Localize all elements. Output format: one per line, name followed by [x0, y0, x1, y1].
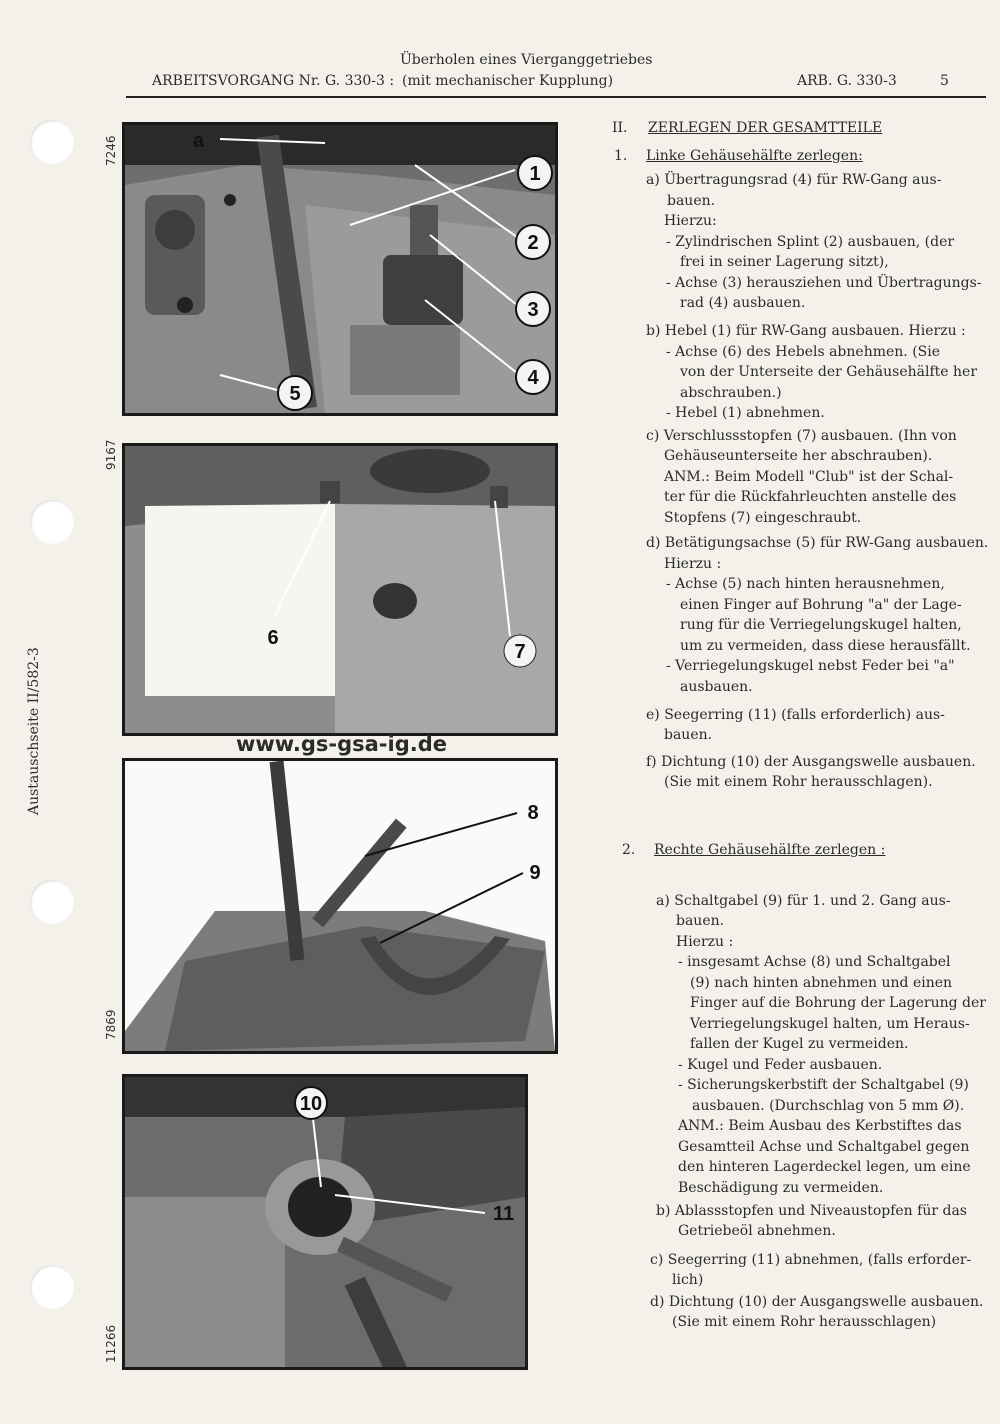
section-title: ZERLEGEN DER GESAMTTEILE: [648, 120, 883, 136]
binder-hole: [30, 880, 74, 924]
text-line: einen Finger auf Bohrung "a" der Lage-: [680, 597, 962, 613]
photo-1: [122, 122, 558, 416]
callout-badge: [518, 156, 552, 190]
text-line: c) Verschlussstopfen (7) ausbauen. (Ihn von: [646, 428, 957, 444]
callout-9: 9: [529, 862, 541, 884]
text-line: - Verriegelungskugel nebst Feder bei "a": [666, 658, 955, 674]
text-line: ausbauen. (Durchschlag von 5 mm Ø).: [692, 1098, 965, 1114]
header-right-label: ARB. G. 330-3: [797, 73, 897, 89]
text-line: e) Seegerring (11) (falls erforderlich) aus-: [646, 707, 945, 723]
step2-title: Rechte Gehäusehälfte zerlegen :: [654, 842, 886, 858]
text-line: Hierzu :: [676, 934, 734, 950]
svg-text:2: 2: [527, 232, 539, 254]
callout-a: a: [193, 130, 205, 152]
text-line: lich): [672, 1272, 704, 1288]
callout-badge: [516, 360, 550, 394]
photo-id: 9167: [104, 439, 118, 470]
text-line: von der Unterseite der Gehäusehälfte her: [680, 364, 978, 380]
text-line: a) Übertragungsrad (4) für RW-Gang aus-: [646, 172, 942, 188]
text-line: b) Ablassstopfen und Niveaustopfen für das: [656, 1203, 967, 1219]
text-line: Stopfens (7) eingeschraubt.: [664, 510, 862, 526]
callout-badge: [295, 1087, 327, 1119]
header-rule: [126, 96, 986, 98]
callout-8: 8: [527, 802, 539, 824]
text-line: ANM.: Beim Ausbau des Kerbstiftes das: [678, 1118, 962, 1134]
header-left-label: ARBEITSVORGANG Nr. G. 330-3 :: [152, 73, 395, 89]
text-line: - Achse (6) des Hebels abnehmen. (Sie: [666, 344, 941, 360]
text-line: bauen.: [676, 913, 725, 929]
text-line: b) Hebel (1) für RW-Gang ausbauen. Hierzu :: [646, 323, 966, 339]
callout-badge: [516, 292, 550, 326]
header-title-line1: Überholen eines Vierganggetriebes: [400, 52, 653, 68]
step2-number: 2.: [622, 842, 636, 858]
binder-hole: [30, 1265, 74, 1309]
text-line: bauen.: [667, 193, 716, 209]
text-line: d) Dichtung (10) der Ausgangswelle ausbauen.: [650, 1294, 984, 1310]
text-line: Verriegelungskugel halten, um Heraus-: [690, 1016, 970, 1032]
text-line: rad (4) ausbauen.: [680, 295, 806, 311]
text-line: - Zylindrischen Splint (2) ausbauen, (der: [666, 234, 955, 250]
callout-badge: [278, 376, 312, 410]
binder-hole: [30, 120, 74, 164]
text-line: ausbauen.: [680, 679, 753, 695]
text-line: (Sie mit einem Rohr herausschlagen): [672, 1314, 937, 1330]
callout-badge: [516, 225, 550, 259]
text-line: (9) nach hinten abnehmen und einen: [690, 975, 953, 991]
text-line: c) Seegerring (11) abnehmen, (falls erforder-: [650, 1252, 972, 1268]
text-line: - insgesamt Achse (8) und Schaltgabel: [678, 954, 951, 970]
callout-6: 6: [267, 627, 279, 649]
text-line: - Sicherungskerbstift der Schaltgabel (9): [678, 1077, 969, 1093]
photo-4: [122, 1074, 528, 1370]
text-line: bauen.: [664, 727, 713, 743]
text-line: den hinteren Lagerdeckel legen, um eine: [678, 1159, 971, 1175]
text-line: rung für die Verriegelungskugel halten,: [680, 617, 962, 633]
svg-text:10: 10: [299, 1093, 323, 1115]
photo-id: 11266: [104, 1324, 118, 1363]
text-line: Gesamtteil Achse und Schaltgabel gegen: [678, 1139, 970, 1155]
text-line: a) Schaltgabel (9) für 1. und 2. Gang aus-: [656, 893, 951, 909]
svg-text:3: 3: [527, 299, 539, 321]
photo-3: [122, 758, 558, 1054]
section-number: II.: [612, 120, 628, 136]
text-line: Hierzu:: [664, 213, 717, 229]
text-line: ANM.: Beim Modell "Club" ist der Schal-: [664, 469, 954, 485]
text-line: fallen der Kugel zu vermeiden.: [690, 1036, 909, 1052]
callout-badge: [504, 635, 536, 667]
text-line: frei in seiner Lagerung sitzt),: [680, 254, 889, 270]
text-line: - Hebel (1) abnehmen.: [666, 405, 825, 421]
text-line: Beschädigung zu vermeiden.: [678, 1180, 884, 1196]
svg-text:5: 5: [289, 383, 301, 405]
page-number: 5: [940, 73, 949, 89]
svg-text:7: 7: [514, 641, 526, 663]
text-line: f) Dichtung (10) der Ausgangswelle ausbauen.: [646, 754, 976, 770]
text-line: - Kugel und Feder ausbauen.: [678, 1057, 883, 1073]
svg-text:1: 1: [529, 163, 541, 185]
text-line: d) Betätigungsachse (5) für RW-Gang ausbauen.: [646, 535, 989, 551]
text-line: abschrauben.): [680, 385, 782, 401]
svg-text:4: 4: [527, 367, 539, 389]
side-note: Austauschseite II/582-3: [26, 647, 42, 815]
text-line: Gehäuseunterseite her abschrauben).: [664, 448, 933, 464]
text-line: - Achse (3) herausziehen und Übertragungs-: [666, 275, 982, 291]
text-line: um zu vermeiden, dass diese herausfällt.: [680, 638, 971, 654]
text-line: Hierzu :: [664, 556, 722, 572]
website-watermark: www.gs-gsa-ig.de: [236, 732, 447, 756]
text-line: Finger auf die Bohrung der Lagerung der: [690, 995, 986, 1011]
text-line: - Achse (5) nach hinten herausnehmen,: [666, 576, 945, 592]
text-line: Getriebeöl abnehmen.: [678, 1223, 836, 1239]
text-line: ter für die Rückfahrleuchten anstelle des: [664, 489, 957, 505]
step1-number: 1.: [614, 148, 628, 164]
binder-hole: [30, 500, 74, 544]
photo-id: 7246: [104, 135, 118, 166]
text-line: (Sie mit einem Rohr herausschlagen).: [664, 774, 933, 790]
photo-id: 7869: [104, 1009, 118, 1040]
photo-2: [122, 443, 558, 736]
header-title-line2: (mit mechanischer Kupplung): [402, 73, 614, 89]
step1-title: Linke Gehäusehälfte zerlegen:: [646, 148, 863, 164]
callout-11: 11: [493, 1203, 515, 1225]
